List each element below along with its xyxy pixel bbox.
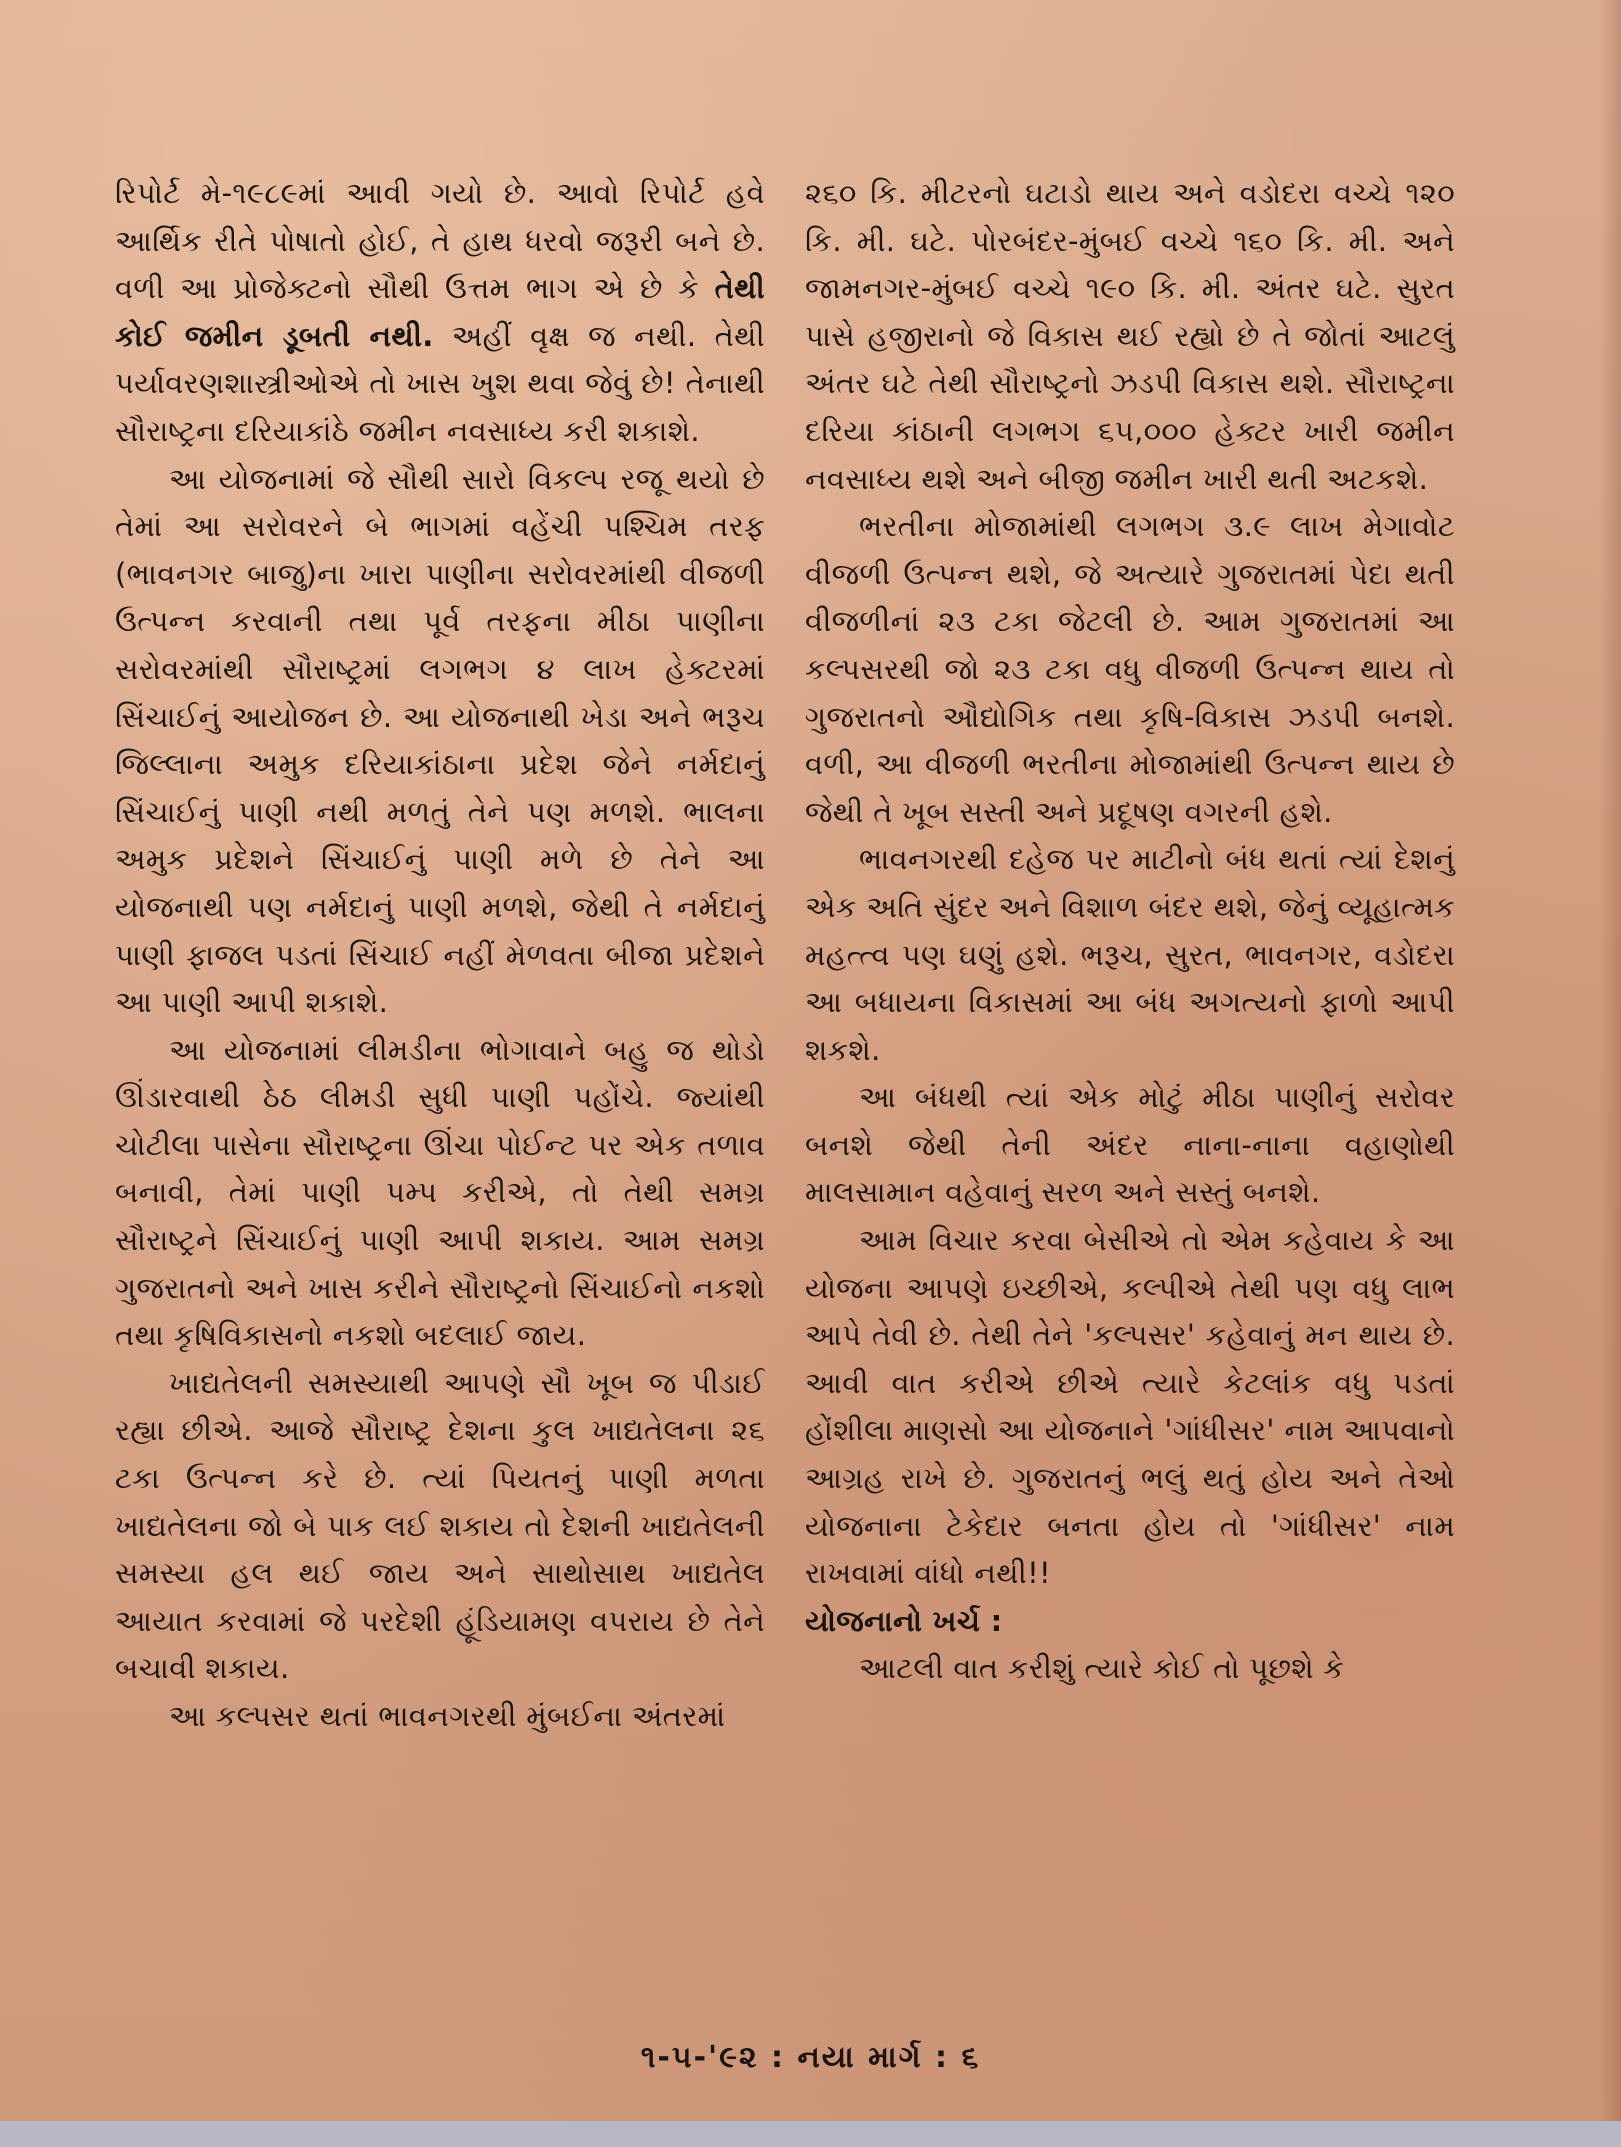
left-paragraph-1 (115, 170, 765, 456)
right-paragraph-6: આટલી વાત કરીશું ત્યારે કોઈ તો પૂછશે કે (859, 1651, 1345, 1686)
right-paragraph-5: આમ વિચાર કરવા બેસીએ તો એમ કહેવાય કે આ યોજના આપણે ઇચ્છીએ, કલ્પીએ તેથી પણ વધુ લાભ આપે તેવી છે. તેથી તેને 'કલ્પસર' કહેવાનું મન થાય છે. આવી વાત કરીએ છીએ ત્યારે કેટલાંક વધુ પડતાં હોંશીલા માણસો આ યોજનાને 'ગાંધીસર' નામ આપવાનો આગ્રહ રાખે છે. ગુજરાતનું ભલું થતું હોય અને તેઓ યોજનાના ટેકેદાર બનતા હોય તો 'ગાંધીસર' નામ રાખવામાં વાંધો નથી!! (805, 1223, 1455, 1591)
page-edge-shadow (1599, 0, 1621, 2147)
right-paragraph-3: ભાવનગરથી દહેજ પર માટીનો બંધ થતાં ત્યાં દેશનું એક અતિ સુંદર અને વિશાળ બંદર થશે, જેનું વ્યૂહાત્મક મહત્ત્વ પણ ઘણું હશે. ભરૂચ, સુરત, ભાવનગર, વડોદરા આ બધાયના વિકાસમાં આ બંધ અગત્યનો ફાળો આપી શકશે. (805, 842, 1455, 1067)
left-paragraph-1-text: રિપોર્ટ મે-૧૯૮૯માં આવી ગયો છે. આવો રિપોર્ટ હવે આર્થિક રીતે પોષાતો હોઈ, તે હાથ ધરવો જરૂરી બને છે. વળી આ પ્રોજેક્ટનો સૌથી ઉત્તમ ભાગ એ છે કે (115, 176, 765, 306)
right-column (805, 170, 1455, 1693)
page-footer: ૧-૫-'૯૨ : નયા માર્ગ : ૬ (640, 2040, 981, 2075)
left-paragraph-1-rest: અહીં વૃક્ષ જ નથી. તેથી પર્યાવરણશાસ્ત્રીઓએ તો ખાસ ખુશ થવા જેવું છે! તેનાથી સૌરાષ્ટ્રના દરિયાકાંઠે જમીન નવસાધ્ય કરી શકાશે. (115, 318, 765, 448)
scan-bottom-strip (0, 2121, 1621, 2147)
left-paragraph-5: આ કલ્પસર થતાં ભાવનગરથી મુંબઈના અંતરમાં (169, 1699, 726, 1733)
right-paragraph-4: આ બંધથી ત્યાં એક મોટું મીઠા પાણીનું સરોવર બનશે જેથી તેની અંદર નાના-નાના વહાણોથી માલસામાન વહેવાનું સરળ અને સસ્તું બનશે. (805, 1080, 1455, 1210)
left-paragraph-2: આ યોજનામાં જે સૌથી સારો વિકલ્પ રજૂ થયો છે તેમાં આ સરોવરને બે ભાગમાં વહેંચી પશ્ચિમ તરફ (ભાવનગર બાજુ)ના ખારા પાણીના સરોવરમાંથી વીજળી ઉત્પન્ન કરવાની તથા પૂર્વ તરફના મીઠા પાણીના સરોવરમાંથી સૌરાષ્ટ્રમાં લગભગ ૪ લાખ હેક્ટરમાં સિંચાઈનું આયોજન છે. આ યોજનાથી ખેડા અને ભરૂચ જિલ્લાના અમુક દરિયાકાંઠાના પ્રદેશ જેને નર્મદાનું સિંચાઈનું પાણી નથી મળતું તેને પણ મળશે. ભાલના અમુક પ્રદેશને સિંચાઈનું પાણી મળે છે તેને આ યોજનાથી પણ નર્મદાનું પાણી મળશે, જેથી તે નર્મદાનું પાણી ફાજલ પડતાં સિંચાઈ નહીં મેળવતા બીજા પ્રદેશને આ પાણી આપી શકાશે. (115, 461, 765, 1020)
left-column (115, 170, 765, 1741)
section-heading: યોજનાનો ખર્ચ : (805, 1603, 1003, 1638)
right-paragraph-1: ૨૬૦ કિ. મીટરનો ઘટાડો થાય અને વડોદરા વચ્ચે ૧૨૦ કિ. મી. ઘટે. પોરબંદર-મુંબઈ વચ્ચે ૧૬૦ કિ. મી. અને જામનગર-મુંબઈ વચ્ચે ૧૯૦ કિ. મી. અંતર ઘટે. સુરત પાસે હજીરાનો જે વિકાસ થઈ રહ્યો છે તે જોતાં આટલું અંતર ઘટે તેથી સૌરાષ્ટ્રનો ઝડપી વિકાસ થશે. સૌરાષ્ટ્રના દરિયા કાંઠાની લગભગ ૬૫,૦૦૦ હેક્ટર ખારી જમીન નવસાધ્ય થશે અને બીજી જમીન ખારી થતી અટકશે. (805, 176, 1455, 496)
left-paragraph-4: ખાદ્યતેલની સમસ્યાથી આપણે સૌ ખૂબ જ પીડાઈ રહ્યા છીએ. આજે સૌરાષ્ટ્ર દેશના કુલ ખાદ્યતેલના ૨૬ ટકા ઉત્પન્ન કરે છે. ત્યાં પિયતનું પાણી મળતા ખાદ્યતેલના જો બે પાક લઈ શકાય તો દેશની ખાદ્યતેલની સમસ્યા હલ થઈ જાય અને સાથોસાથ ખાદ્યતેલ આયાત કરવામાં જે પરદેશી હૂંડિયામણ વપરાય છે તેને બચાવી શકાય. (115, 1365, 765, 1686)
left-paragraph-3: આ યોજનામાં લીમડીના ભોગાવાને બહુ જ થોડો ઊંડારવાથી ઠેઠ લીમડી સુધી પાણી પહોંચે. જ્યાંથી ચોટીલા પાસેના સૌરાષ્ટ્રના ઊંચા પોઈન્ટ પર એક તળાવ બનાવી, તેમાં પાણી પમ્પ કરીએ, તો તેથી સમગ્ર સૌરાષ્ટ્રને સિંચાઈનું પાણી આપી શકાય. આમ સમગ્ર ગુજરાતનો અને ખાસ કરીને સૌરાષ્ટ્રનો સિંચાઈનો નકશો તથા કૃષિવિકાસનો નકશો બદલાઈ જાય. (115, 1032, 765, 1353)
right-paragraph-2: ભરતીના મોજામાંથી લગભગ ૩.૯ લાખ મેગાવોટ વીજળી ઉત્પન્ન થશે, જે અત્યારે ગુજરાતમાં પેદા થતી વીજળીનાં ૨૩ ટકા જેટલી છે. આમ ગુજરાતમાં આ કલ્પસરથી જો ૨૩ ટકા વધુ વીજળી ઉત્પન્ન થાય તો ગુજરાતનો ઔદ્યોગિક તથા કૃષિ-વિકાસ ઝડપી બનશે. વળી, આ વીજળી ભરતીના મોજામાંથી ઉત્પન્ન થાય છે જેથી તે ખૂબ સસ્તી અને પ્રદૂષણ વગરની હશે. (805, 509, 1455, 829)
left-paragraph-1-bold: તેથી કોઈ જમીન ડૂબતી નથી. (115, 271, 765, 353)
